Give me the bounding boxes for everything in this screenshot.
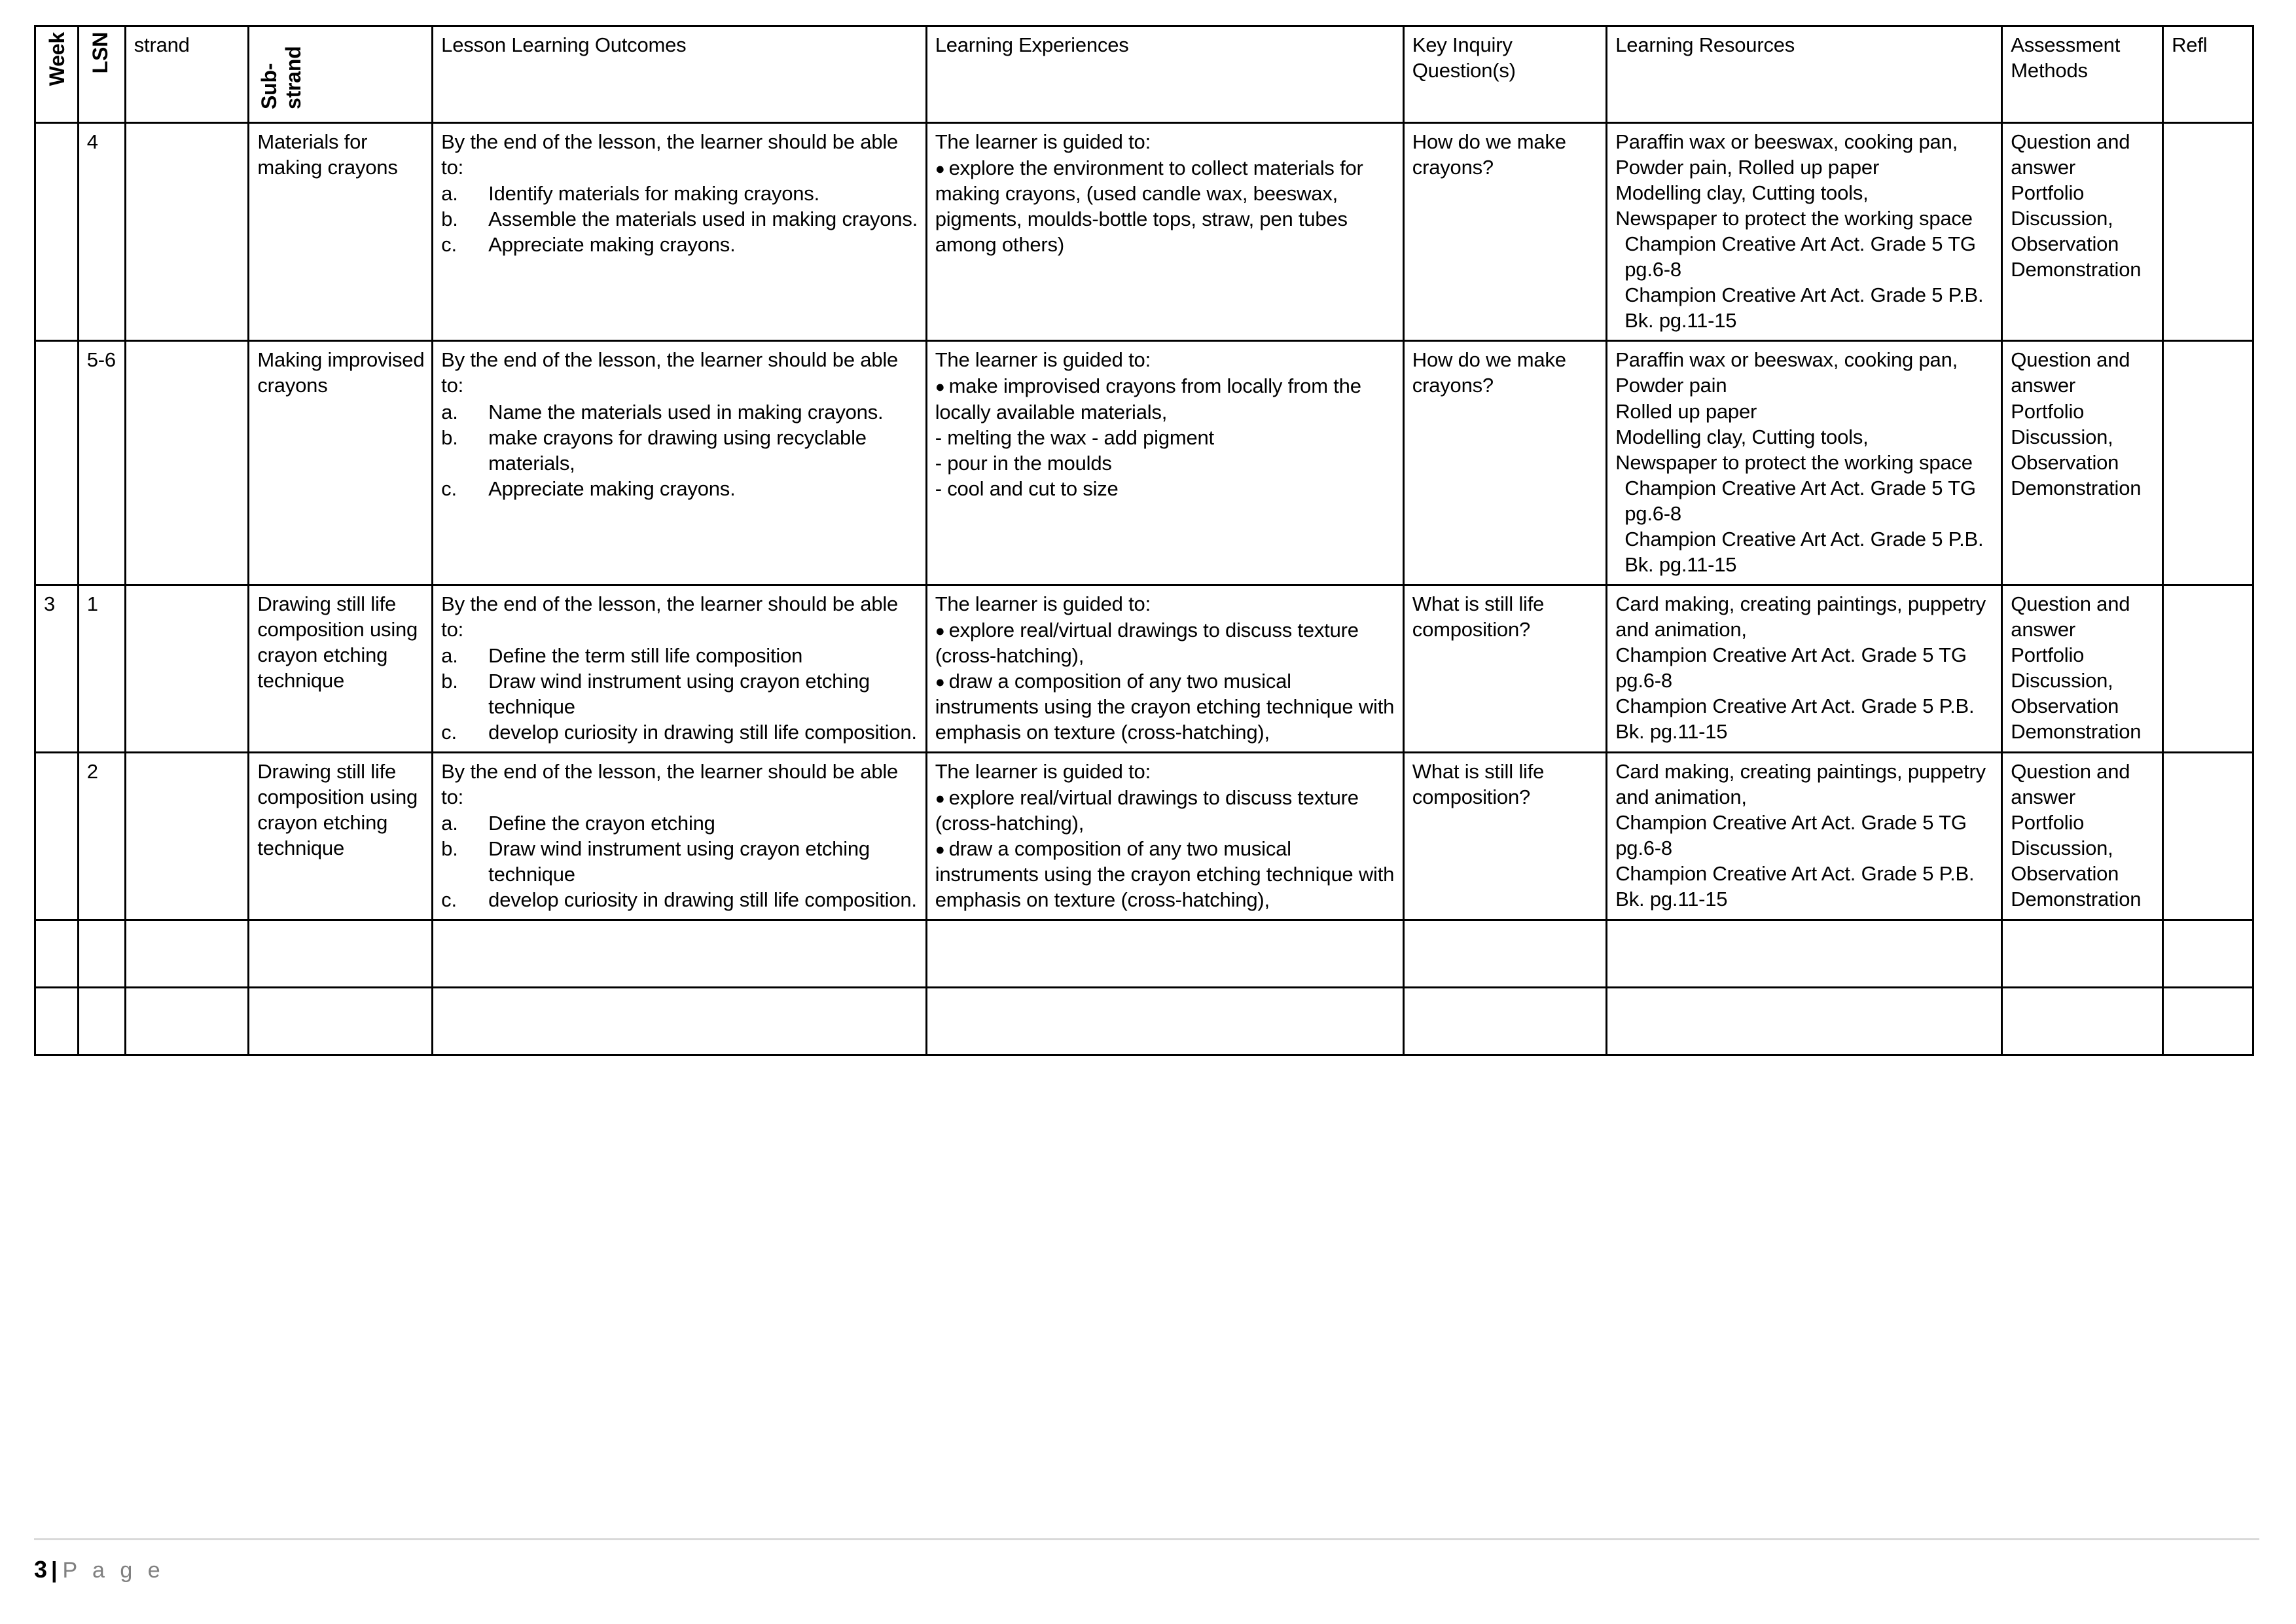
cell-sub-strand: Drawing still life composition using crayon etching technique xyxy=(249,753,433,920)
scheme-of-work-table xyxy=(34,25,2254,1056)
lex-item-text: - cool and cut to size xyxy=(935,477,1119,500)
llo-item-text: Appreciate making crayons. xyxy=(488,233,736,257)
llo-list xyxy=(441,181,919,257)
assessment-method-line: Demonstration xyxy=(2011,888,2142,911)
header-assessment-methods xyxy=(2002,26,2163,123)
resource-line: Paraffin wax or beeswax, cooking pan, Powder pain, Rolled up paper xyxy=(1615,130,1958,179)
llo-list-item xyxy=(441,810,919,836)
cell-strand xyxy=(125,341,249,585)
cell-empty xyxy=(249,920,433,988)
assessment-method-line: Discussion, xyxy=(2011,837,2113,860)
cell-strand xyxy=(125,123,249,341)
cell-assessment-methods xyxy=(2002,123,2163,341)
resource-line: Champion Creative Art Act. Grade 5 TG pg.6-8 xyxy=(1615,643,1967,692)
header-lex-label: Learning Experiences xyxy=(935,33,1129,56)
lex-lead-text: The learner is guided to: xyxy=(935,592,1151,615)
cell-key-inquiry-question: How do we make crayons? xyxy=(1403,123,1606,341)
llo-list xyxy=(441,643,919,745)
cell-lsn: 2 xyxy=(78,753,125,920)
cell-lesson-learning-outcomes xyxy=(433,341,927,585)
cell-empty xyxy=(433,988,927,1055)
cell-reflection xyxy=(2163,341,2253,585)
cell-lsn: 5-6 xyxy=(78,341,125,585)
assessment-method-line: Observation xyxy=(2011,695,2119,718)
cell-learning-resources xyxy=(1607,341,2002,585)
llo-item-text: Name the materials used in making crayons. xyxy=(488,400,884,424)
lex-item-text: make improvised crayons from locally from the locally available materials, xyxy=(935,374,1361,424)
header-week xyxy=(35,26,79,123)
lex-dash-item xyxy=(935,450,1396,476)
header-lsn-label: LSN xyxy=(88,32,112,74)
llo-marker: b. xyxy=(441,208,458,231)
resource-line: Champion Creative Art Act. Grade 5 TG pg.6-8 xyxy=(1624,476,1976,525)
lex-lead-text: The learner is guided to: xyxy=(935,348,1151,372)
cell-empty xyxy=(35,988,79,1055)
llo-list-item xyxy=(441,887,919,912)
llo-marker: c. xyxy=(441,888,457,912)
cell-learning-experiences xyxy=(926,753,1403,920)
cell-key-inquiry-question: What is still life composition? xyxy=(1403,753,1606,920)
footer-divider xyxy=(34,1538,2259,1540)
cell-lsn: 4 xyxy=(78,123,125,341)
assessment-method-line: Observation xyxy=(2011,862,2119,886)
resource-line: Champion Creative Art Act. Grade 5 P.B. Bk. pg.11-15 xyxy=(1624,527,1984,576)
assessment-method-line: Demonstration xyxy=(2011,258,2142,281)
header-lres-label: Learning Resources xyxy=(1615,33,1795,56)
llo-item-text: develop curiosity in drawing still life composition. xyxy=(488,721,917,744)
llo-list xyxy=(441,399,919,501)
resource-line: Rolled up paper xyxy=(1615,399,1757,423)
llo-marker: a. xyxy=(441,182,458,206)
cell-empty xyxy=(125,920,249,988)
lex-item-text: - pour in the moulds xyxy=(935,451,1112,475)
table-row xyxy=(35,753,2253,920)
cell-empty xyxy=(926,988,1403,1055)
footer-text xyxy=(34,1556,2259,1583)
cell-learning-experiences xyxy=(926,341,1403,585)
llo-item-text: Define the term still life composition xyxy=(488,643,803,667)
header-refl-label: Refl xyxy=(2172,33,2208,56)
lex-bullet-item xyxy=(935,785,1396,836)
table-row-empty xyxy=(35,988,2253,1055)
cell-week xyxy=(35,753,79,920)
llo-marker: a. xyxy=(441,812,458,835)
assessment-method-line: Portfolio xyxy=(2011,181,2085,205)
table-row xyxy=(35,341,2253,585)
cell-empty xyxy=(1403,988,1606,1055)
lex-bullet-item xyxy=(935,668,1396,745)
llo-lead-text: By the end of the lesson, the learner should be able to: xyxy=(441,130,899,179)
header-sub-strand xyxy=(249,26,433,123)
assessment-method-line: Discussion, xyxy=(2011,425,2113,448)
assessment-method-line: Portfolio xyxy=(2011,811,2085,835)
lex-list xyxy=(935,155,1396,257)
llo-item-text: Appreciate making crayons. xyxy=(488,477,736,500)
lex-item-text: explore real/virtual drawings to discuss texture (cross-hatching), xyxy=(935,618,1359,667)
lex-item-text: - melting the wax - add pigment xyxy=(935,425,1214,449)
resource-line: Champion Creative Art Act. Grade 5 P.B. Bk. pg.11-15 xyxy=(1624,283,1984,333)
lex-bullet-item xyxy=(935,836,1396,912)
assessment-method-line: Demonstration xyxy=(2011,720,2142,744)
assessment-method-line: Demonstration xyxy=(2011,476,2142,499)
header-asm-label: Assessment Methods xyxy=(2011,33,2121,82)
cell-reflection xyxy=(2163,585,2253,752)
cell-key-inquiry-question: How do we make crayons? xyxy=(1403,341,1606,585)
resource-line: Champion Creative Art Act. Grade 5 P.B. Bk. pg.11-15 xyxy=(1615,862,1975,911)
assessment-method-line: Question and answer xyxy=(2011,592,2130,641)
header-key-inquiry-questions xyxy=(1403,26,1606,123)
lex-item-text: explore the environment to collect materials for making crayons, (used candle wax, beeswax, pigments, moulds-bottle tops, straw, pen tubes among others) xyxy=(935,156,1363,257)
page-footer xyxy=(34,1538,2259,1583)
llo-list xyxy=(441,810,919,912)
cell-empty xyxy=(78,920,125,988)
assessment-method-line: Portfolio xyxy=(2011,643,2085,666)
cell-empty xyxy=(1403,920,1606,988)
cell-sub-strand: Materials for making crayons xyxy=(249,123,433,341)
llo-marker: a. xyxy=(441,400,458,424)
llo-marker: c. xyxy=(441,721,457,744)
llo-list-item xyxy=(441,719,919,745)
header-kiq-label: Key Inquiry Question(s) xyxy=(1412,33,1516,82)
llo-list-item xyxy=(441,232,919,257)
resource-line: Champion Creative Art Act. Grade 5 P.B. Bk. pg.11-15 xyxy=(1615,695,1975,744)
cell-assessment-methods xyxy=(2002,585,2163,752)
cell-empty xyxy=(1607,988,2002,1055)
cell-empty xyxy=(926,920,1403,988)
llo-item-text: Define the crayon etching xyxy=(488,812,715,835)
header-reflection xyxy=(2163,26,2253,123)
cell-lsn: 1 xyxy=(78,585,125,752)
llo-marker: b. xyxy=(441,425,458,449)
header-strand-label: strand xyxy=(134,33,190,56)
footer-page-word: P a g e xyxy=(62,1558,165,1583)
cell-empty xyxy=(2002,920,2163,988)
llo-marker: c. xyxy=(441,233,457,257)
cell-learning-resources xyxy=(1607,753,2002,920)
llo-marker: b. xyxy=(441,669,458,693)
cell-learning-resources xyxy=(1607,585,2002,752)
header-lsn xyxy=(78,26,125,123)
llo-lead-text: By the end of the lesson, the learner should be able to: xyxy=(441,592,899,641)
resource-line: Modelling clay, Cutting tools, xyxy=(1615,181,1869,205)
header-strand xyxy=(125,26,249,123)
cell-week: 3 xyxy=(35,585,79,752)
llo-list-item xyxy=(441,399,919,425)
cell-reflection xyxy=(2163,123,2253,341)
cell-strand xyxy=(125,585,249,752)
llo-lead-text: By the end of the lesson, the learner should be able to: xyxy=(441,760,899,809)
lex-list xyxy=(935,617,1396,745)
header-llo-label: Lesson Learning Outcomes xyxy=(441,33,687,56)
llo-list-item xyxy=(441,425,919,476)
llo-marker: b. xyxy=(441,837,458,861)
assessment-method-line: Portfolio xyxy=(2011,399,2085,423)
lex-dash-item xyxy=(935,425,1396,450)
lex-bullet-item xyxy=(935,617,1396,668)
cell-strand xyxy=(125,753,249,920)
cell-empty xyxy=(433,920,927,988)
resource-line: Card making, creating paintings, puppetry and animation, xyxy=(1615,760,1986,809)
llo-item-text: make crayons for drawing using recyclable materials, xyxy=(488,425,867,475)
cell-empty xyxy=(78,988,125,1055)
lex-bullet-item xyxy=(935,373,1396,424)
cell-reflection xyxy=(2163,753,2253,920)
lex-list xyxy=(935,785,1396,912)
lex-list xyxy=(935,373,1396,501)
header-learning-resources xyxy=(1607,26,2002,123)
llo-item-text: Draw wind instrument using crayon etching technique xyxy=(488,669,870,719)
header-week-label: Week xyxy=(45,32,69,86)
cell-week xyxy=(35,123,79,341)
footer-separator: | xyxy=(51,1558,58,1583)
cell-assessment-methods xyxy=(2002,341,2163,585)
cell-empty xyxy=(249,988,433,1055)
assessment-method-line: Discussion, xyxy=(2011,207,2113,230)
table-body xyxy=(35,123,2253,1055)
cell-learning-resources xyxy=(1607,123,2002,341)
llo-list-item xyxy=(441,181,919,206)
cell-empty xyxy=(1607,920,2002,988)
cell-empty xyxy=(35,920,79,988)
assessment-method-line: Question and answer xyxy=(2011,760,2130,809)
header-lesson-learning-outcomes xyxy=(433,26,927,123)
lex-lead-text: The learner is guided to: xyxy=(935,760,1151,784)
cell-assessment-methods xyxy=(2002,753,2163,920)
resource-line: Champion Creative Art Act. Grade 5 TG pg.6-8 xyxy=(1615,811,1967,860)
llo-item-text: Identify materials for making crayons. xyxy=(488,182,819,206)
llo-list-item xyxy=(441,668,919,719)
cell-learning-experiences xyxy=(926,585,1403,752)
lex-item-text: draw a composition of any two musical instruments using the crayon etching technique with emphasis on texture (cross-hatching), xyxy=(935,837,1395,912)
llo-marker: a. xyxy=(441,643,458,667)
llo-item-text: develop curiosity in drawing still life composition. xyxy=(488,888,917,912)
lex-item-text: explore real/virtual drawings to discuss texture (cross-hatching), xyxy=(935,786,1359,835)
resource-line: Card making, creating paintings, puppetry and animation, xyxy=(1615,592,1986,641)
table-row xyxy=(35,123,2253,341)
table-header-row xyxy=(35,26,2253,123)
llo-list-item xyxy=(441,206,919,232)
resource-line: Newspaper to protect the working space xyxy=(1615,450,1973,474)
assessment-method-line: Observation xyxy=(2011,232,2119,256)
cell-sub-strand: Making improvised crayons xyxy=(249,341,433,585)
table-row-empty xyxy=(35,920,2253,988)
cell-lesson-learning-outcomes xyxy=(433,585,927,752)
resource-line: Champion Creative Art Act. Grade 5 TG pg.6-8 xyxy=(1624,232,1976,281)
llo-list-item xyxy=(441,476,919,501)
llo-list-item xyxy=(441,643,919,668)
cell-empty xyxy=(125,988,249,1055)
cell-empty xyxy=(2163,920,2253,988)
cell-week xyxy=(35,341,79,585)
assessment-method-line: Observation xyxy=(2011,450,2119,474)
cell-empty xyxy=(2163,988,2253,1055)
cell-key-inquiry-question: What is still life composition? xyxy=(1403,585,1606,752)
lex-lead-text: The learner is guided to: xyxy=(935,130,1151,154)
lex-bullet-item xyxy=(935,155,1396,257)
assessment-method-line: Discussion, xyxy=(2011,668,2113,692)
header-learning-experiences xyxy=(926,26,1403,123)
llo-lead-text: By the end of the lesson, the learner should be able to: xyxy=(441,348,899,397)
cell-lesson-learning-outcomes xyxy=(433,753,927,920)
assessment-method-line: Question and answer xyxy=(2011,348,2130,397)
llo-list-item xyxy=(441,836,919,887)
llo-item-text: Draw wind instrument using crayon etching technique xyxy=(488,837,870,886)
llo-item-text: Assemble the materials used in making crayons. xyxy=(488,208,918,231)
cell-lesson-learning-outcomes xyxy=(433,123,927,341)
cell-sub-strand: Drawing still life composition using crayon etching technique xyxy=(249,585,433,752)
cell-learning-experiences xyxy=(926,123,1403,341)
table-row xyxy=(35,585,2253,752)
resource-line: Modelling clay, Cutting tools, xyxy=(1615,425,1869,448)
assessment-method-line: Question and answer xyxy=(2011,130,2130,179)
resource-line: Newspaper to protect the working space xyxy=(1615,207,1973,230)
header-sub-strand-label: Sub- strand xyxy=(257,46,306,109)
llo-marker: c. xyxy=(441,477,457,500)
lex-dash-item xyxy=(935,476,1396,501)
page-number: 3 xyxy=(34,1556,48,1583)
cell-empty xyxy=(2002,988,2163,1055)
resource-line: Paraffin wax or beeswax, cooking pan, Powder pain xyxy=(1615,348,1958,397)
lex-item-text: draw a composition of any two musical instruments using the crayon etching technique with emphasis on texture (cross-hatching), xyxy=(935,669,1395,744)
